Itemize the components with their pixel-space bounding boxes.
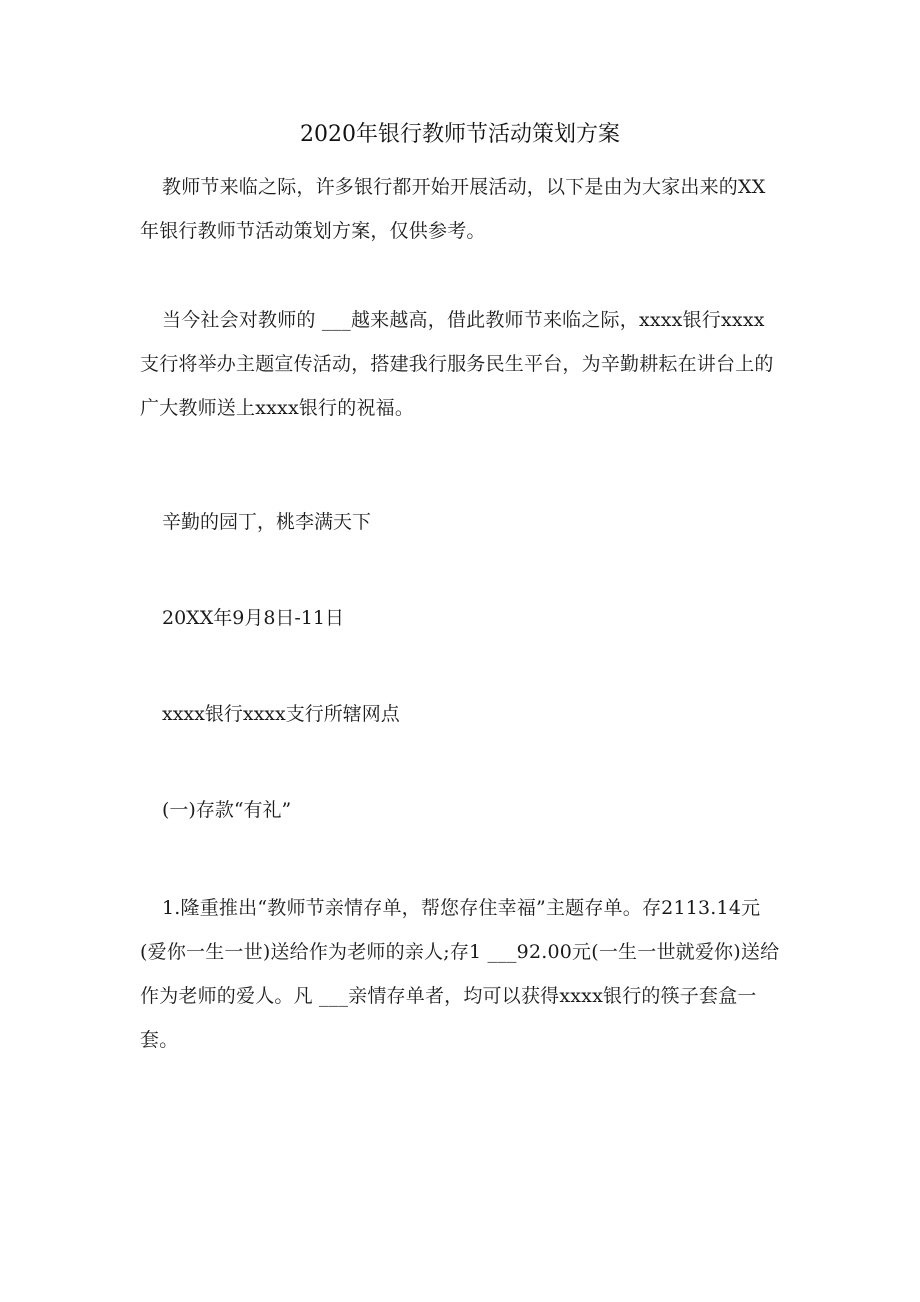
background-paragraph: 当今社会对教师的 ___越来越高，借此教师节来临之际，xxxx银行xxxx支行将举办主题宣传活动，搭建我行服务民生平台，为辛勤耕耘在讲台上的广大教师送上xxxx银行的祝福。	[140, 309, 774, 419]
location-line: xxxx银行xxxx支行所辖网点	[162, 703, 400, 725]
date-line: 20XX年9月8日-11日	[162, 607, 345, 629]
intro-paragraph: 教师节来临之际，许多银行都开始开展活动，以下是由为大家出来的XX年银行教师节活动策划方案，仅供参考。	[140, 176, 766, 242]
theme-line: 辛勤的园丁，桃李满天下	[162, 511, 372, 533]
deposit-paragraph: 1.隆重推出“教师节亲情存单，帮您存住幸福”主题存单。存2113.14元(爱你一生一世)送给作为老师的亲人;存1 ___92.00元(一生一世就爱你)送给作为老师的爱人。凡 ___亲情存单者，均可以获得xxxx银行的筷子套盒一套。	[140, 897, 780, 1051]
section-heading: (一)存款“有礼”	[162, 799, 292, 821]
document-title: 2020年银行教师节活动策划方案	[300, 122, 620, 147]
